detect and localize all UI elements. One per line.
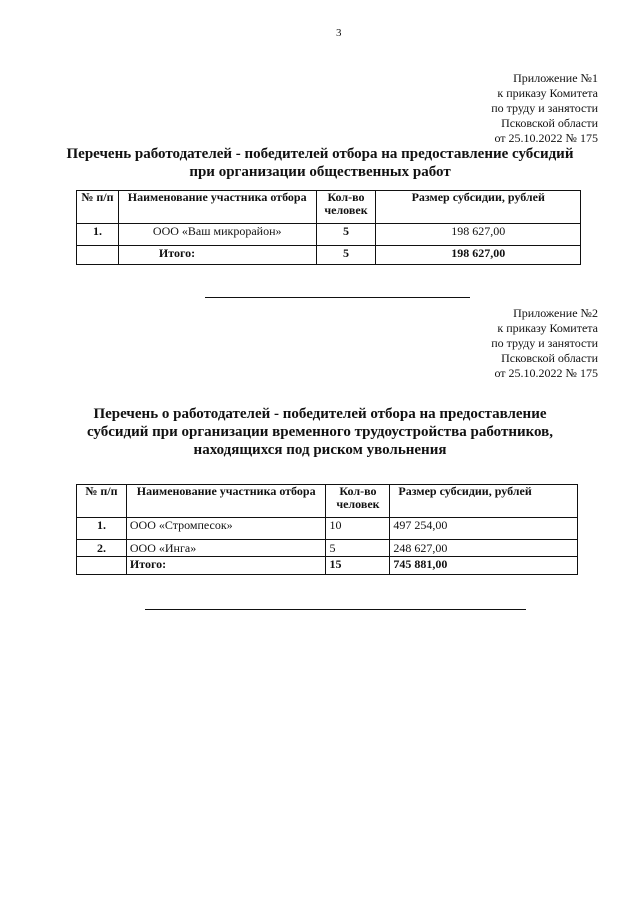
appendix-2-line: Псковской области [501,351,598,365]
appendix-2-header [491,306,598,381]
appendix-1-line: Приложение №1 [513,71,598,85]
appendix-2-line: по труду и занятости [491,336,598,350]
header-num: № п/п [77,191,119,224]
separator-rule-1 [205,297,470,298]
row-num: 2. [77,540,127,557]
total-count: 15 [326,557,390,575]
header-count: Кол-во человек [316,191,376,224]
title-1 [40,145,600,181]
table-row [77,224,581,246]
header-amount: Размер субсидии, рублей [390,485,578,518]
header-name: Наименование участника отбора [126,485,326,518]
table-row [77,540,578,557]
header-count: Кол-во человек [326,485,390,518]
total-label: Итого: [126,557,326,575]
appendix-2-line: от 25.10.2022 № 175 [494,366,598,380]
total-amount: 745 881,00 [390,557,578,575]
row-amount: 248 627,00 [390,540,578,557]
title-2-line: Перечень о работодателей - победителей отбора на предоставление [93,406,547,422]
row-count: 5 [326,540,390,557]
appendix-1-line: от 25.10.2022 № 175 [494,131,598,145]
table-1-total-row [77,246,581,265]
total-amount: 198 627,00 [376,246,581,265]
total-label: Итого: [118,246,316,265]
table-row [77,518,578,540]
row-name: ООО «Инга» [126,540,326,557]
separator-rule-2 [145,609,526,610]
appendix-2-line: Приложение №2 [513,306,598,320]
row-name: ООО «Стромпесок» [126,518,326,540]
appendix-2-line: к приказу Комитета [497,321,598,335]
header-name: Наименование участника отбора [118,191,316,224]
table-1 [76,190,581,265]
total-num-empty [77,557,127,575]
title-2-line: находящихся под риском увольнения [193,442,447,458]
title-2-line: субсидий при организации временного трудоустройства работников, [86,424,554,440]
title-1-line: при организации общественных работ [189,164,451,180]
appendix-1-line: Псковской области [501,116,598,130]
appendix-1-line: по труду и занятости [491,101,598,115]
table-2-header-row [77,485,578,518]
header-amount: Размер субсидии, рублей [376,191,581,224]
title-1-line: Перечень работодателей - победителей отбора на предоставление субсидий [66,146,574,162]
total-num-empty [77,246,119,265]
row-amount: 198 627,00 [376,224,581,246]
row-name: ООО «Ваш микрорайон» [118,224,316,246]
appendix-1-header [491,71,598,146]
table-2 [76,484,578,575]
row-count: 10 [326,518,390,540]
row-num: 1. [77,518,127,540]
title-2 [40,405,600,459]
table-1-header-row [77,191,581,224]
total-count: 5 [316,246,376,265]
page-number: 3 [336,27,342,39]
appendix-1-line: к приказу Комитета [497,86,598,100]
table-2-total-row [77,557,578,575]
header-num: № п/п [77,485,127,518]
row-count: 5 [316,224,376,246]
row-num: 1. [77,224,119,246]
row-amount: 497 254,00 [390,518,578,540]
